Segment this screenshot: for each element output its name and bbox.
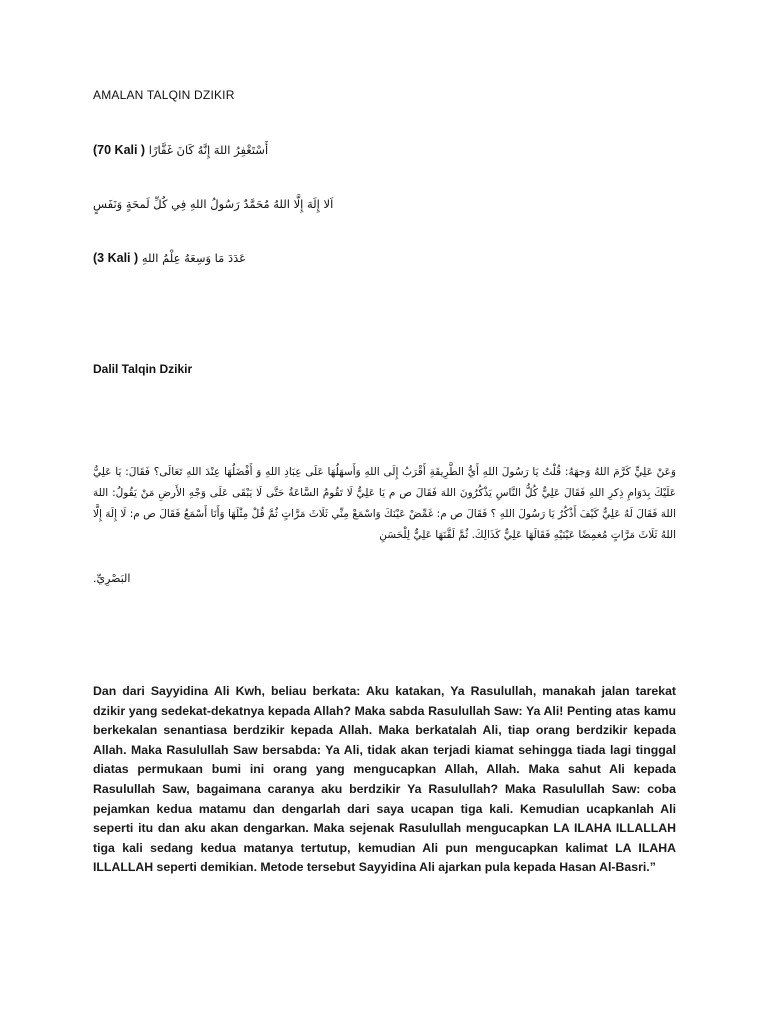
dzikir-line-tahlil	[93, 197, 333, 211]
arabic-hadith-ending: البَصْرِيِّ.	[93, 572, 131, 585]
dzikir-count: (70 Kali )	[93, 143, 146, 157]
dzikir-line-istighfar	[93, 143, 268, 157]
dzikir-arabic-text: اَلا إِلَهَ إِلَّا اللهُ مُحَمَّدٌ رَسُولُ اللهِ فِي كُلِّ لَمحَةٍ وَنَفَسٍ	[93, 197, 334, 211]
translation-paragraph: Dan dari Sayyidina Ali Kwh, beliau berkata: Aku katakan, Ya Rasulullah, manakah jalan tarekat dzikir yang sedekat-dekatnya kepada Allah? Maka sabda Rasulullah Saw: Ya Ali! Penting atas kamu berkekalan senantiasa berdzikir kepada Allah. Maka berkatalah Ali, tiap orang berdzikir kepada Allah. Maka Rasulullah Saw bersabda: Ya Ali, tidak akan terjadi kiamat sehingga tiada lagi tinggal diatas permukaan bumi ini orang yang mengucapkan Allah, Allah. Maka sahut Ali kepada Rasulullah Saw, bagaimana caranya aku berdzikir Ya Rasulullah? Maka Rasulullah Saw: coba pejamkan kedua matamu dan dengarlah dari saya ucapan tiga kali. Kemudian ucapkanlah Ali seperti itu dan aku akan dengarkan. Maka sejenak Rasulullah mengucapkan LA ILAHA ILLALLAH tiga kali sedang kedua matanya tertutup, kemudian Ali pun mengucapkan kalimat LA ILAHA ILLALLAH seperti demikian. Metode tersebut Sayyidina Ali ajarkan pula kepada Hasan Al-Basri.”	[93, 684, 676, 875]
dzikir-count: (3 Kali )	[93, 251, 139, 265]
document-title: AMALAN TALQIN DZIKIR	[93, 88, 235, 102]
arabic-hadith-paragraph: وَعَنْ عَلِيٍّ كَرَّمَ اللهُ وَجهَهُ: قُلْتُ يَا رَسُولَ اللهِ أَيُّ الطَّرِيقَةِ أَقْرَبُ إِلَى اللهِ وَأَسهَلُهَا عَلَى عِبَادِ اللهِ وَ أَفْضَلُهَا عِنْدَ اللهِ تَعَالَى؟ فَقَالَ: يَا عَلِيُّ عَلَيْكَ بِدَوَامِ ذِكرِ اللهِ فَقَالَ عَلِيٌّ كُلُّ النَّاسِ يَذْكُرُونَ اللهَ فَقَالَ ص م يَا عَلِيُّ لَا تَقُومُ السَّاعَةُ حَتَّى لَا يَبْقَى عَلَى وَجْهِ الأَرضِ مَنْ يَقُولُ: اللهَ اللهَ فَقَالَ لَهُ عَلِيٌّ كَيْفَ أَذْكُرُ يَا رَسُولَ اللهِ ؟ فَقَالَ ص م: غَمِّضْ عَيْنَكَ وَاسْمَعْ مِنِّي ثَلَاثَ مَرَّاتٍ ثُمَّ قُلْ مِثْلَهَا وَأَنَا أَسْمَعُ فَقَالَ ص م: لَا إِلَهَ إِلَّا اللهُ ثَلَاثَ مَرَّاتٍ مُغمِضًا عَيْنَيْهِ فَقَالَهَا عَلِيٌّ كَذَالِكَ. ثُمَّ لَقَّنَهَا عَلِيٌّ لِلْحَسَنِ	[93, 466, 676, 541]
section-heading: Dalil Talqin Dzikir	[93, 362, 193, 376]
dzikir-line-adada	[93, 251, 246, 265]
dzikir-arabic-text: أَسْتَغْفِرُ اللهَ إِنَّهُ كَانَ غَفَّارًا	[148, 143, 269, 157]
dzikir-arabic-text: عَدَدَ مَا وَسِعَهُ عِلْمُ اللهِ	[141, 251, 247, 265]
